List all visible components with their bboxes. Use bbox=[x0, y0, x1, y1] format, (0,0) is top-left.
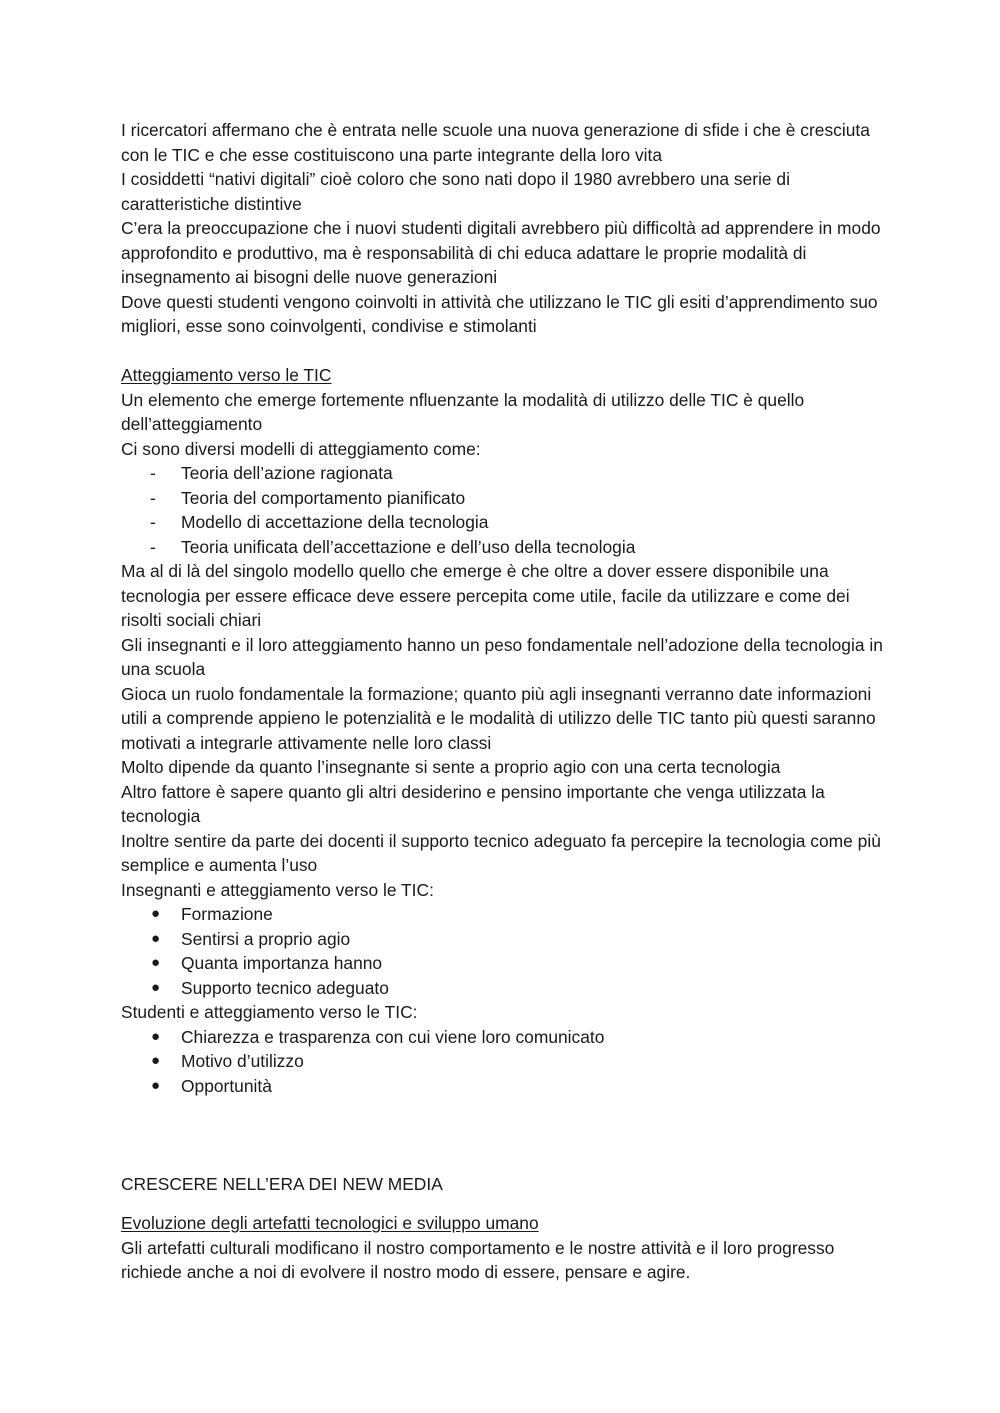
bullet-icon: ● bbox=[151, 929, 161, 947]
dash-marker: - bbox=[150, 487, 156, 508]
students-list-heading: Studenti e atteggiamento verso le TIC: bbox=[121, 1002, 418, 1022]
list-item bbox=[121, 1049, 891, 1074]
list-item-text: Modello di accettazione della tecnologia bbox=[181, 512, 489, 532]
teachers-list-heading: Insegnanti e atteggiamento verso le TIC: bbox=[121, 879, 434, 900]
list-item bbox=[121, 1025, 891, 1050]
list-item bbox=[121, 902, 891, 927]
list-item bbox=[121, 535, 891, 560]
bullet-icon: ● bbox=[151, 1076, 161, 1094]
list-item-text: Sentirsi a proprio agio bbox=[181, 928, 351, 949]
list-item-text: Supporto tecnico adeguato bbox=[181, 977, 389, 998]
intro-paragraph-4: Dove questi studenti vengono coinvolti in attività che utilizzano le TIC gli esiti d’apprendimento suo migliori, esse sono coinvolgenti, condivise e stimolanti bbox=[121, 291, 878, 336]
attitude-paragraph-3: Ma al di là del singolo modello quello che emerge è che oltre a dover essere disponibile una tecnologia per essere efficace deve essere percepita come utile, facile da utilizzare e come dei risolti sociali chiari bbox=[121, 561, 850, 630]
list-item bbox=[121, 976, 891, 1001]
dash-marker: - bbox=[150, 536, 156, 557]
list-item-text: Teoria del comportamento pianificato bbox=[181, 487, 466, 508]
section-heading-attitude: Atteggiamento verso le TIC bbox=[121, 365, 332, 385]
attitude-paragraph-6: Molto dipende da quanto l’insegnante si sente a proprio agio con una certa tecnologia bbox=[121, 757, 781, 777]
dash-marker: - bbox=[150, 512, 156, 532]
attitude-paragraph-2: Ci sono diversi modelli di atteggiamento come: bbox=[121, 438, 481, 459]
section-heading-evolution: Evoluzione degli artefatti tecnologici e sviluppo umano bbox=[121, 1213, 539, 1233]
intro-paragraph-2: I cosiddetti “nativi digitali” cioè coloro che sono nati dopo il 1980 avrebbero una serie di caratteristiche distintive bbox=[121, 169, 790, 214]
attitude-paragraph-8: Inoltre sentire da parte dei docenti il supporto tecnico adeguato fa percepire la tecnologia come più semplice e aumenta l’uso bbox=[121, 830, 881, 875]
list-item bbox=[121, 510, 891, 535]
attitude-paragraph-7: Altro fattore è sapere quanto gli altri desiderino e pensino importante che venga utilizzata la tecnologia bbox=[121, 781, 825, 826]
evolution-paragraph: Gli artefatti culturali modificano il nostro comportamento e le nostre attività e il loro progresso richiede anche a noi di evolvere il nostro modo di essere, pensare e agire. bbox=[121, 1237, 835, 1282]
list-item bbox=[121, 951, 891, 976]
blank-line bbox=[121, 339, 891, 364]
list-item-text: Teoria dell’azione ragionata bbox=[181, 463, 393, 483]
bullet-icon: ● bbox=[151, 905, 161, 922]
attitude-paragraph-4: Gli insegnanti e il loro atteggiamento hanno un peso fondamentale nell’adozione della tecnologia in una scuola bbox=[121, 634, 883, 679]
list-item bbox=[121, 486, 891, 511]
bullet-icon: ● bbox=[151, 1027, 161, 1045]
list-item-text: Chiarezza e trasparenza con cui viene loro comunicato bbox=[181, 1026, 605, 1047]
list-item-text: Opportunità bbox=[181, 1075, 272, 1096]
document-page bbox=[121, 118, 891, 1285]
bullet-icon: ● bbox=[151, 978, 161, 996]
list-item bbox=[121, 461, 891, 486]
list-item-text: Formazione bbox=[181, 904, 273, 924]
attitude-paragraph-5: Gioca un ruolo fondamentale la formazione; quanto più agli insegnanti verranno date informazioni utili a comprende appieno le potenzialità e le modalità di utilizzo delle TIC tanto più questi saranno motivati a integrarle attivamente nelle loro classi bbox=[121, 683, 876, 753]
section-title-new-media: CRESCERE NELL’ERA DEI NEW MEDIA bbox=[121, 1173, 443, 1194]
intro-paragraph-3: C’era la preoccupazione che i nuovi studenti digitali avrebbero più difficoltà ad apprendere in modo approfondito e produttivo, ma è responsabilità di chi educa adattare le proprie modalità di insegnamento ai bisogni delle nuove generazioni bbox=[121, 218, 881, 287]
blank-lines bbox=[121, 1098, 891, 1172]
dash-marker: - bbox=[150, 463, 156, 483]
teachers-list bbox=[121, 902, 891, 1000]
students-list bbox=[121, 1025, 891, 1099]
attitude-paragraph-1: Un elemento che emerge fortemente nfluenzante la modalità di utilizzo delle TIC è quello dell’atteggiamento bbox=[121, 389, 805, 434]
intro-paragraph-1: I ricercatori affermano che è entrata nelle scuole una nuova generazione di sfide i che è cresciuta con le TIC e che esse costituiscono una parte integrante della loro vita bbox=[121, 120, 870, 165]
list-item bbox=[121, 927, 891, 952]
list-item-text: Teoria unificata dell’accettazione e dell’uso della tecnologia bbox=[181, 536, 636, 557]
list-item-text: Quanta importanza hanno bbox=[181, 953, 383, 973]
bullet-icon: ● bbox=[151, 1052, 161, 1069]
list-item bbox=[121, 1074, 891, 1099]
bullet-icon: ● bbox=[151, 954, 161, 971]
list-item-text: Motivo d’utilizzo bbox=[181, 1051, 304, 1071]
models-list bbox=[121, 461, 891, 559]
